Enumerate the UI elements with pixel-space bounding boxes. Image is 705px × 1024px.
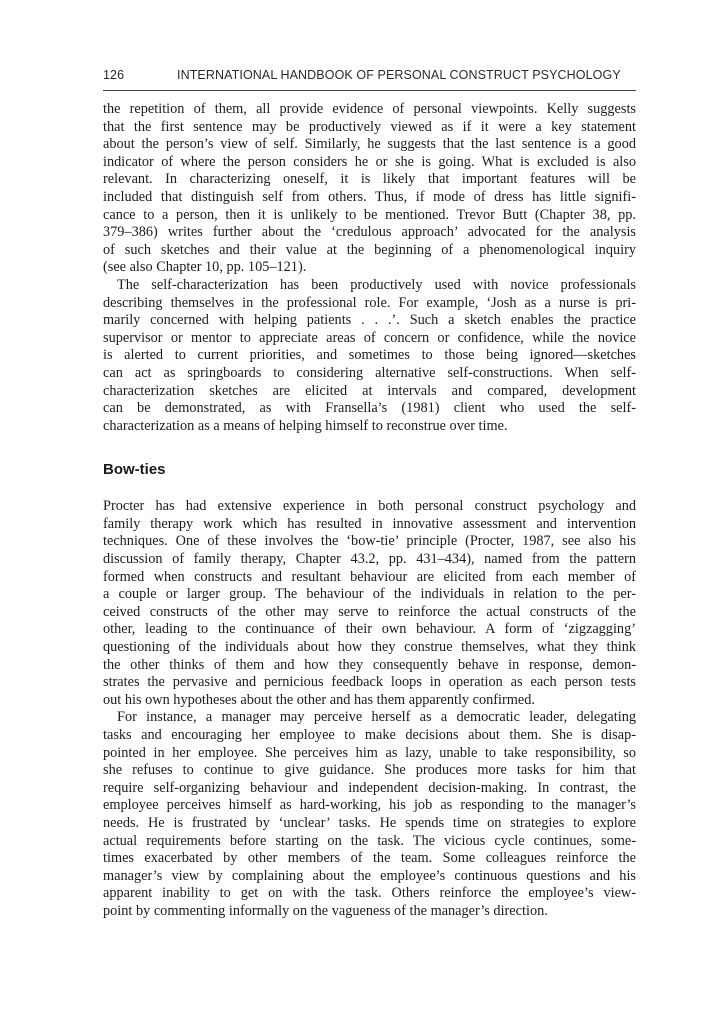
text-line: family therapy work which has resulted in innovative assessment and intervention	[103, 515, 636, 532]
text-line: require self-organizing behaviour and independent decision-making. In contrast, the	[103, 779, 636, 796]
text-line: formed when constructs and resultant behaviour are elicited from each member of	[103, 568, 636, 585]
text-line: apparent inability to get on with the task. Others reinforce the employee’s view-	[103, 885, 636, 902]
text-line: can be demonstrated, as with Fransella’s (1981) client who used the self-	[103, 400, 636, 417]
text-line: times exacerbated by other members of the team. Some colleagues reinforce the	[103, 850, 636, 867]
text-line: out his own hypotheses about the other and has them apparently confirmed.	[103, 691, 535, 708]
text-line: supervisor or mentor to appreciate areas of concern or confidence, while the novice	[103, 329, 636, 346]
text-line: of such sketches and their value at the beginning of a phenomenological inquiry	[103, 241, 636, 258]
text-line: describing themselves in the professional role. For example, ‘Josh as a nurse is pri-	[103, 294, 636, 311]
text-line: about the person’s view of self. Similarly, he suggests that the last sentence is a good	[103, 136, 636, 153]
text-line: included that distinguish self from others. Thus, if mode of dress has little signifi-	[103, 188, 636, 205]
text-line: cance to a person, then it is unlikely to be mentioned. Trevor Butt (Chapter 38, pp.	[103, 206, 636, 223]
text-line: discussion of family therapy, Chapter 43.2, pp. 431–434), named from the pattern	[103, 551, 636, 568]
text-line: strates the pervasive and pernicious feedback loops in operation as each person tests	[103, 674, 636, 691]
text-line: marily concerned with helping patients . . .’. Such a sketch enables the practice	[103, 312, 636, 329]
text-line: indicator of where the person considers he or she is going. What is excluded is also	[103, 153, 636, 170]
text-line: Procter has had extensive experience in both personal construct psychology and	[103, 498, 636, 515]
text-line: needs. He is frustrated by ‘unclear’ tasks. He spends time on strategies to explore	[103, 814, 636, 831]
text-line: tasks and encouraging her employee to make decisions about them. She is disap-	[103, 727, 636, 743]
header-rule	[103, 90, 636, 91]
text-line: ceived constructs of the other may serve to reinforce the actual constructs of the	[103, 603, 636, 620]
text-line: the other thinks of them and how they consequently behave in response, demon-	[103, 656, 636, 673]
paragraph-2	[103, 277, 636, 435]
section-heading: Bow-ties	[103, 461, 166, 479]
text-line: The self-characterization has been productively used with novice professionals	[117, 276, 636, 293]
text-line: characterization as a means of helping himself to reconstrue over time.	[103, 417, 508, 434]
text-line: the repetition of them, all provide evidence of personal viewpoints. Kelly suggests	[103, 101, 636, 117]
text-line: point by commenting informally on the vagueness of the manager’s direction.	[103, 902, 548, 919]
text-line: a couple or larger group. The behaviour of the individuals in relation to the per-	[103, 586, 636, 603]
text-line: characterization sketches are elicited at intervals and compared, development	[103, 382, 636, 399]
paragraph-3	[103, 498, 636, 709]
text-line: can act as springboards to considering alternative self-constructions. When self-	[103, 364, 636, 381]
text-line: techniques. One of these involves the ‘bow-tie’ principle (Procter, 1987, see also his	[103, 533, 636, 550]
page-body	[103, 101, 636, 921]
text-line: pointed in her employee. She perceives him as lazy, unable to take responsibility, so	[103, 744, 636, 761]
text-line: she refuses to continue to give guidance. She produces more tasks for him that	[103, 762, 636, 779]
text-line: is alerted to current priorities, and sometimes to those being ignored—sketches	[103, 347, 636, 364]
text-line: For instance, a manager may perceive herself as a democratic leader, delegating	[117, 709, 636, 726]
page-number: 126	[103, 68, 125, 82]
text-line: 379–386) writes further about the ‘credulous approach’ advocated for the analysis	[103, 224, 636, 241]
paragraph-4	[103, 709, 636, 920]
text-line: (see also Chapter 10, pp. 105–121).	[103, 259, 307, 276]
text-line: actual requirements before starting on the task. The vicious cycle continues, some-	[103, 832, 636, 849]
text-line: questioning of the individuals about how they construe themselves, what they think	[103, 639, 636, 656]
running-header	[103, 68, 636, 82]
running-title: INTERNATIONAL HANDBOOK OF PERSONAL CONSTRUCT PSYCHOLOGY	[177, 68, 621, 82]
paragraph-1	[103, 101, 636, 277]
text-line: other, leading to the continuance of their own behaviour. A form of ‘zigzagging’	[103, 621, 636, 638]
text-line: that the first sentence may be productively viewed as if it were a key statement	[103, 118, 636, 135]
text-line: employee perceives himself as hard-working, his job as responding to the manager’s	[103, 797, 636, 814]
text-line: manager’s view by complaining about the employee’s continuous questions and his	[103, 867, 636, 884]
text-line: relevant. In characterizing oneself, it is likely that important features will be	[103, 171, 636, 188]
